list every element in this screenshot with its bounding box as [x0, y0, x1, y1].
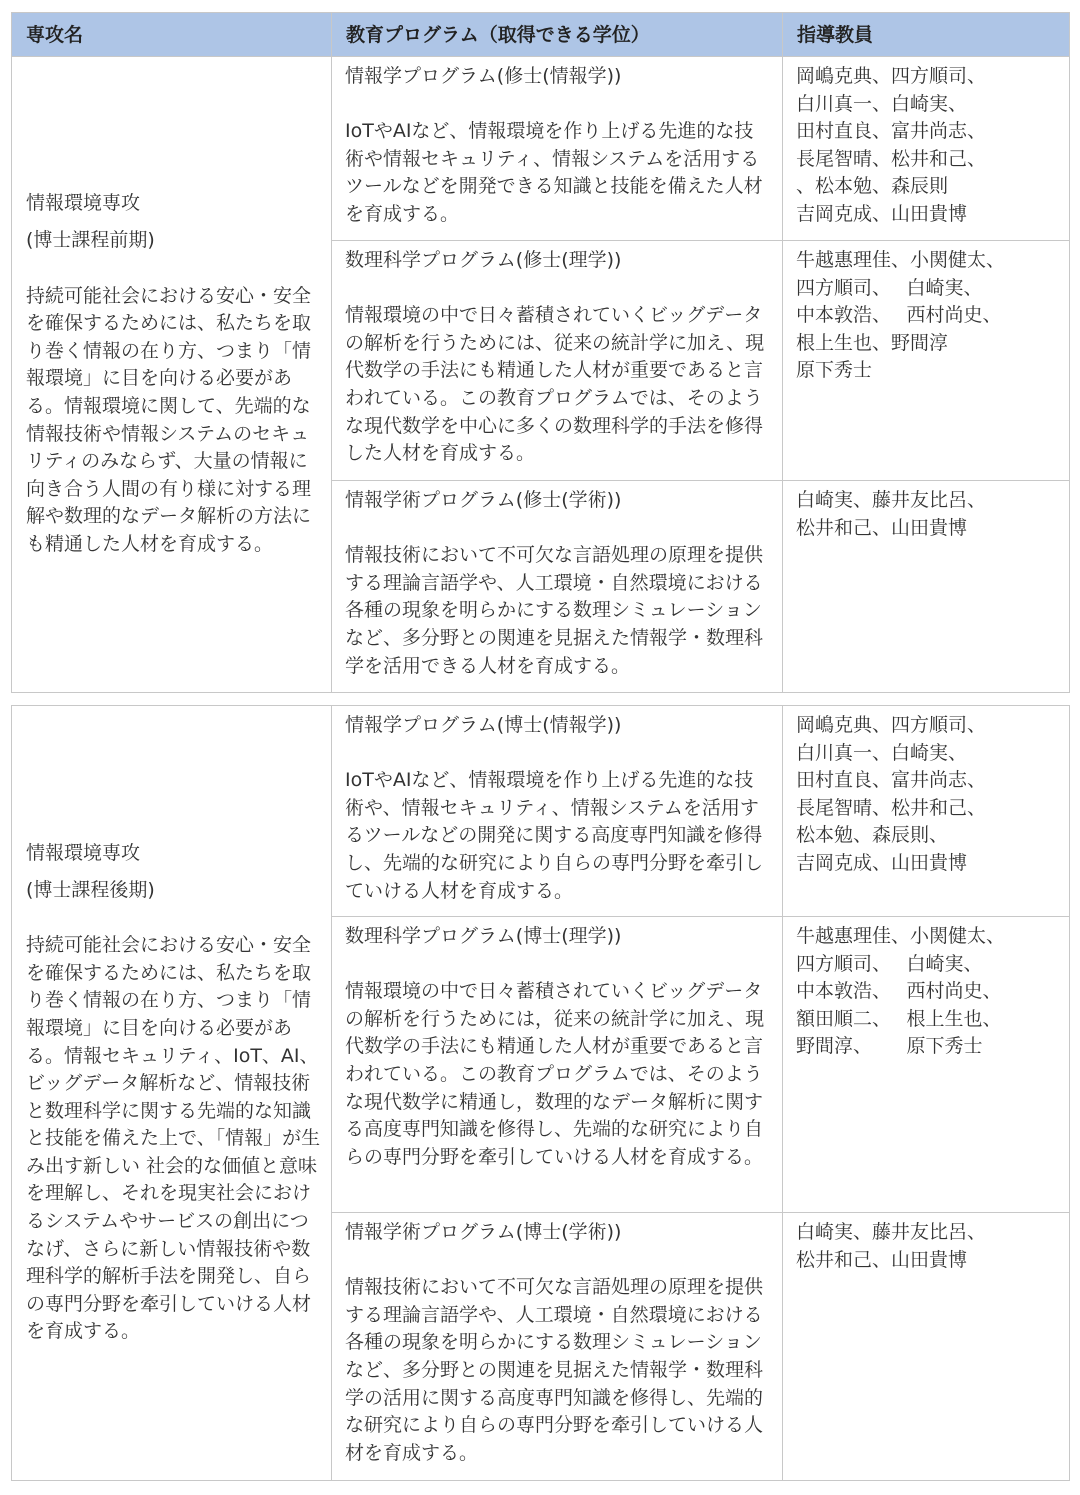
faculty-cell [783, 241, 1070, 481]
table-row [12, 706, 1070, 917]
program-table-master [11, 12, 1070, 693]
faculty-line: 中本敦浩、 西村尚史、 [796, 980, 1002, 1003]
program-name: 情報学術プログラム(修士(学術)) [345, 489, 622, 511]
program-cell [332, 917, 783, 1213]
faculty-line: 額田順二、 根上生也、 [796, 1007, 1002, 1030]
faculty-line: 松本勉、森辰則、 [796, 824, 949, 847]
major-description: 持続可能社会における安心・安全を確保するためには、私たちを取り巻く情報の在り方、つまり「情報環境」に目を向ける必要がある。情報環境に関して、先端的な情報技術や情報システムのセキュリティのみならず、大量の情報に向き合う人間の有り様に対する理解や数理的なデータ解析の方法にも精通した人材を育成する。 [26, 284, 312, 555]
faculty-line: 四方順司、 白崎実、 [796, 952, 983, 975]
major-name: 情報環境専攻 [26, 192, 141, 215]
program-name: 数理科学プログラム(修士(理学)) [345, 249, 622, 271]
program-table-doctoral [11, 705, 1070, 1481]
header-program: 教育プログラム（取得できる学位） [332, 13, 783, 57]
faculty-line: 長尾智晴、松井和己、 [796, 147, 987, 170]
program-description: 情報環境の中で日々蓄積されていくビッグデータの解析を行うためには、従来の統計学に加え、現代数学の手法にも精通した人材が重要であると言われている。この教育プログラムでは、そのような現代数学を中心に多くの数理科学的手法を修得した人材を育成する。 [345, 304, 765, 465]
faculty-line: 松井和己、山田貴博 [796, 1248, 968, 1271]
program-name: 情報学プログラム(修士(情報学)) [345, 65, 622, 87]
major-cell [12, 57, 332, 693]
faculty-line: 長尾智晴、松井和己、 [796, 796, 987, 819]
faculty-line: 岡嶋克典、四方順司、 [796, 714, 987, 736]
major-name: 情報環境専攻 [26, 841, 141, 864]
faculty-line: 白川真一、白崎実、 [796, 741, 968, 764]
faculty-line: 牛越惠理佳、小関健太、 [796, 249, 1006, 271]
faculty-line: 吉岡克成、山田貴博 [796, 851, 968, 874]
major-cell [12, 706, 332, 1481]
faculty-line: 白川真一、白崎実、 [796, 92, 968, 115]
faculty-cell [783, 481, 1070, 693]
faculty-line: 牛越惠理佳、小関健太、 [796, 925, 1006, 947]
program-name: 情報学術プログラム(博士(学術)) [345, 1221, 622, 1243]
faculty-line: 野間淳、 原下秀士 [796, 1035, 983, 1058]
header-faculty: 指導教員 [783, 13, 1070, 57]
program-cell [332, 241, 783, 481]
program-description: 情報技術において不可欠な言語処理の原理を提供する理論言語学や、人工環境・自然環境における各種の現象を明らかにする数理シミュレーションなど、多分野との関連を見据えた情報学・数理科学を活用できる人材を育成する。 [345, 544, 764, 677]
program-cell [332, 481, 783, 693]
program-cell [332, 706, 783, 917]
major-term: (博士課程前期) [26, 229, 155, 252]
program-description: IoTやAIなど、情報環境を作り上げる先進的な技術や、情報セキュリティ、情報システムを活用するツールなどの開発に関する高度専門知識を修得し、先端的な研究により自らの専門分野を牽引していける人材を育成する。 [345, 769, 764, 902]
faculty-line: 白崎実、藤井友比呂、 [796, 489, 987, 511]
faculty-line: 吉岡克成、山田貴博 [796, 202, 968, 225]
program-cell [332, 1213, 783, 1481]
program-description: 情報環境の中で日々蓄積されていくビッグデータの解析を行うためには，従来の統計学に加え、現代数学の手法にも精通した人材が重要であると言われている。この教育プログラムでは、そのような現代数学に精通し，数理的なデータ解析に関する高度専門知識を修得し、先端的な研究により自らの専門分野を牽引していける人材を育成する。 [345, 980, 765, 1168]
faculty-line: 四方順司、 白崎実、 [796, 276, 983, 299]
faculty-cell [783, 57, 1070, 241]
faculty-line: 松井和己、山田貴博 [796, 516, 968, 539]
program-cell [332, 57, 783, 241]
faculty-line: 、松本勉、森辰則 [796, 175, 949, 198]
faculty-line: 白崎実、藤井友比呂、 [796, 1221, 987, 1243]
program-description: 情報技術において不可欠な言語処理の原理を提供する理論言語学や、人工環境・自然環境における各種の現象を明らかにする数理シミュレーションなど、多分野との関連を見据えた情報学・数理科学の活用に関する高度専門知識を修得し、先端的な研究により自らの専門分野を牽引していける人材を育成する。 [345, 1276, 764, 1464]
table-row [12, 57, 1070, 241]
program-description: IoTやAIなど、情報環境を作り上げる先進的な技術や情報セキュリティ、情報システムを活用するツールなどを開発できる知識と技能を備えた人材を育成する。 [345, 120, 763, 225]
program-name: 数理科学プログラム(博士(理学)) [345, 925, 622, 947]
faculty-line: 田村直良、富井尚志、 [796, 769, 987, 792]
faculty-line: 岡嶋克典、四方順司、 [796, 65, 987, 87]
table-header-row [12, 13, 1070, 57]
faculty-line: 中本敦浩、 西村尚史、 [796, 304, 1002, 327]
faculty-line: 田村直良、富井尚志、 [796, 120, 987, 143]
major-description: 持続可能社会における安心・安全を確保するためには、私たちを取り巻く情報の在り方、つまり「情報環境」に目を向ける必要がある。情報セキュリティ、IoT、AI、ビッグデータ解析など、情報技術と数理科学に関する先端的な知識と技能を備えた上で、「情報」が生み出す新しい 社会的な価値と意味を理解し、それを現実社会におけるシステムやサービスの創出につなげ、さらに新しい情報技術や数理科学的解析手法を開発し、自らの専門分野を牽引していける人材を育成する。 [26, 934, 321, 1343]
faculty-cell [783, 706, 1070, 917]
program-name: 情報学プログラム(博士(情報学)) [345, 714, 622, 736]
faculty-line: 原下秀士 [796, 359, 873, 382]
header-major: 専攻名 [12, 13, 332, 57]
faculty-cell [783, 1213, 1070, 1481]
faculty-cell [783, 917, 1070, 1213]
faculty-line: 根上生也、野間淳 [796, 331, 949, 354]
major-term: (博士課程後期) [26, 878, 155, 901]
